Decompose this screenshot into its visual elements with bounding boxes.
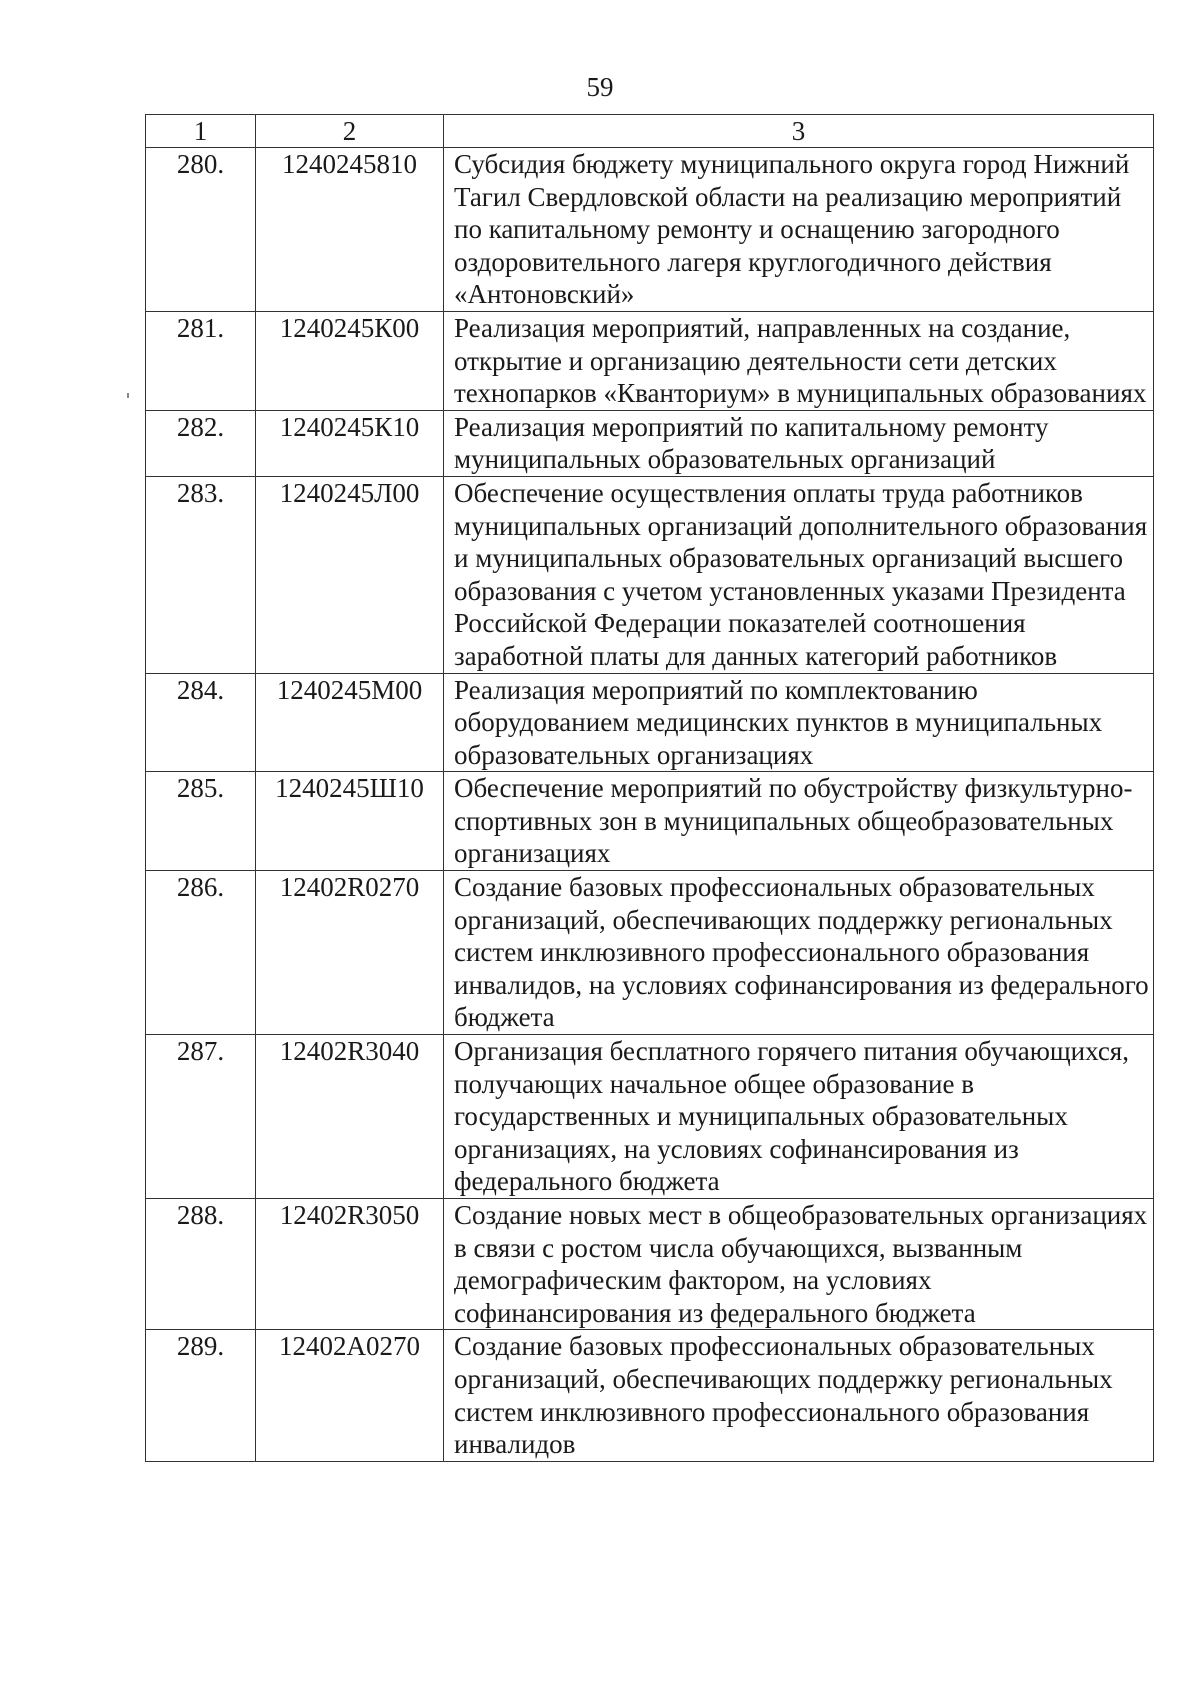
row-number: 288. [146, 1199, 256, 1330]
table-row [146, 311, 1154, 410]
row-description: Создание базовых профессиональных образовательных организаций, обеспечивающих поддержку региональных систем инклюзивного профессионального образования инвалидов [444, 1330, 1154, 1461]
table-row [146, 772, 1154, 871]
row-number: 287. [146, 1035, 256, 1199]
header-cell-3: 3 [444, 115, 1154, 148]
budget-code: 12402R3050 [256, 1199, 444, 1330]
table-row [146, 410, 1154, 476]
row-number: 282. [146, 410, 256, 476]
row-number: 281. [146, 311, 256, 410]
header-cell-2: 2 [256, 115, 444, 148]
row-description: Обеспечение осуществления оплаты труда работников муниципальных организаций дополнительного образования и муниципальных образовательных организаций высшего образования с учетом установленных указами Президента Российской Федерации показателей соотношения заработной платы для данных категорий работников [444, 476, 1154, 673]
table-row [146, 673, 1154, 772]
row-number: 283. [146, 476, 256, 673]
row-description: Реализация мероприятий по комплектованию оборудованием медицинских пунктов в муниципальных образовательных организациях [444, 673, 1154, 772]
classification-table [145, 114, 1154, 1462]
row-description: Создание новых мест в общеобразовательных организациях в связи с ростом числа обучающихся, вызванным демографическим фактором, на условиях софинансирования из федерального бюджета [444, 1199, 1154, 1330]
row-description: Обеспечение мероприятий по обустройству физкультурно-спортивных зон в муниципальных общеобразовательных организациях [444, 772, 1154, 871]
table-row [146, 1330, 1154, 1461]
budget-code: 1240245К00 [256, 311, 444, 410]
scan-mark [127, 393, 129, 398]
row-description: Организация бесплатного горячего питания обучающихся, получающих начальное общее образование в государственных и муниципальных образовательных организациях, на условиях софинансирования из федерального бюджета [444, 1035, 1154, 1199]
row-number: 284. [146, 673, 256, 772]
table-row [146, 476, 1154, 673]
budget-code: 12402A0270 [256, 1330, 444, 1461]
budget-code: 1240245Ш10 [256, 772, 444, 871]
budget-code: 12402R3040 [256, 1035, 444, 1199]
page-number: 59 [586, 72, 614, 102]
header-cell-1: 1 [146, 115, 256, 148]
table-row [146, 1035, 1154, 1199]
row-description: Реализация мероприятий по капитальному ремонту муниципальных образовательных организаций [444, 410, 1154, 476]
table-row [146, 871, 1154, 1035]
table-row [146, 1199, 1154, 1330]
row-description: Реализация мероприятий, направленных на создание, открытие и организацию деятельности сети детских технопарков «Кванториум» в муниципальных образованиях [444, 311, 1154, 410]
row-number: 285. [146, 772, 256, 871]
row-number: 286. [146, 871, 256, 1035]
header-row [146, 115, 1154, 148]
table-row [146, 148, 1154, 312]
budget-code: 1240245К10 [256, 410, 444, 476]
row-number: 280. [146, 148, 256, 312]
budget-code: 1240245М00 [256, 673, 444, 772]
budget-code: 12402R0270 [256, 871, 444, 1035]
row-number: 289. [146, 1330, 256, 1461]
budget-code: 1240245810 [256, 148, 444, 312]
row-description: Создание базовых профессиональных образовательных организаций, обеспечивающих поддержку региональных систем инклюзивного профессионального образования инвалидов, на условиях софинансирования из федерального бюджета [444, 871, 1154, 1035]
row-description: Субсидия бюджету муниципального округа город Нижний Тагил Свердловской области на реализацию мероприятий по капитальному ремонту и оснащению загородного оздоровительного лагеря круглогодичного действия «Антоновский» [444, 148, 1154, 312]
budget-code: 1240245Л00 [256, 476, 444, 673]
